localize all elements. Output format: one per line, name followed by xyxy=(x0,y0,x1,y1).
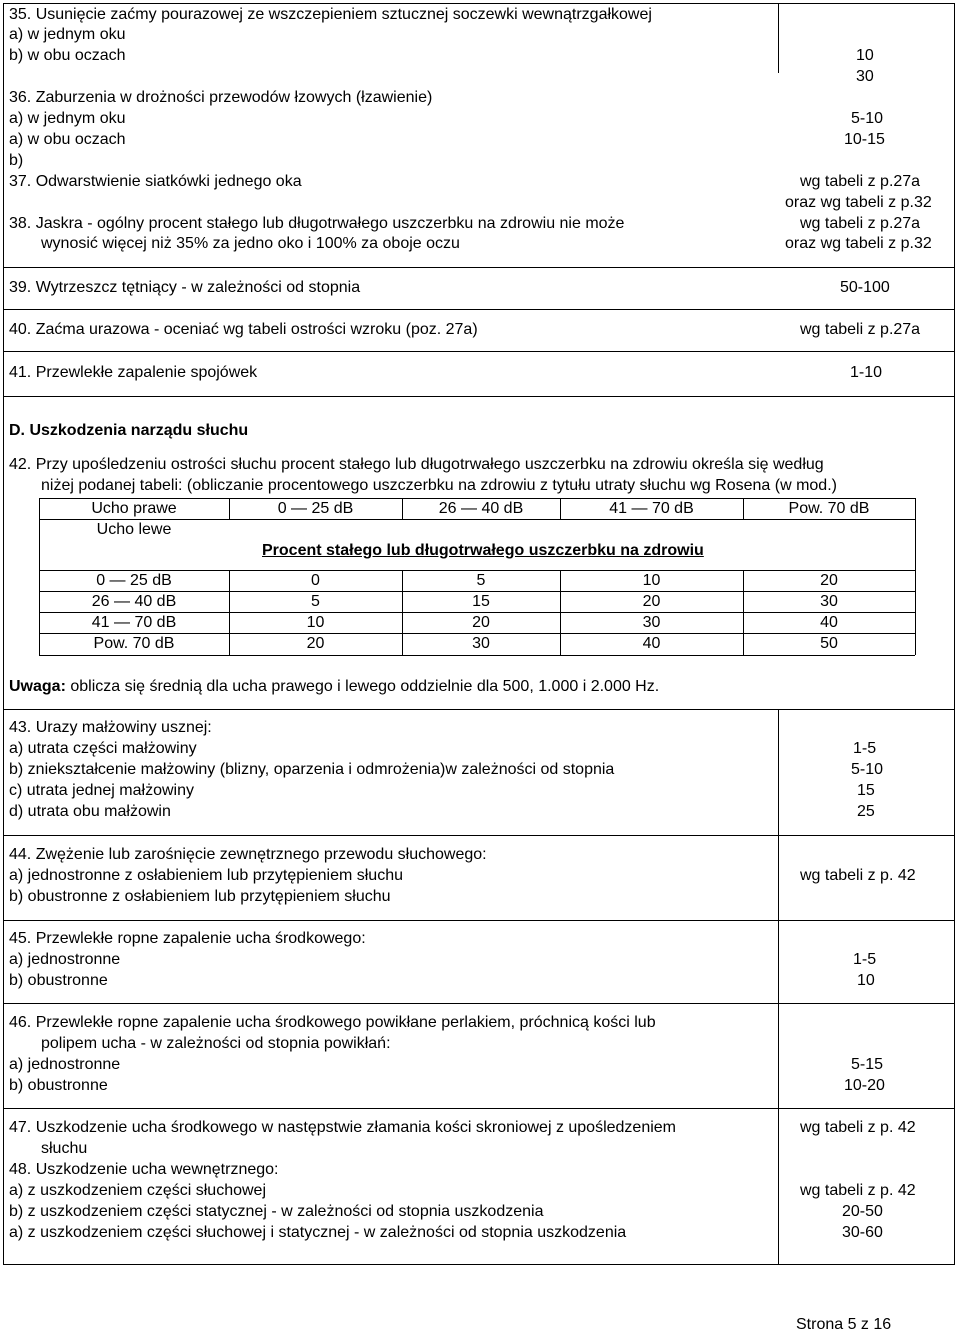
top-column-divider xyxy=(778,3,779,73)
divider-40 xyxy=(3,351,955,352)
value-45-a: 1-5 xyxy=(853,951,877,968)
item-39: 39. Wytrzeszcz tętniący - w zależności od stopnia xyxy=(9,279,361,296)
divider-39 xyxy=(3,309,955,310)
value-43-d: 25 xyxy=(857,803,875,820)
value-39: 50-100 xyxy=(840,279,890,296)
row-label: 26 — 40 dB xyxy=(91,593,177,610)
section-d-heading: D. Uszkodzenia narządu słuchu xyxy=(9,422,249,439)
table-cell: 10 xyxy=(642,572,661,589)
value-48-a: wg tabeli z p. 42 xyxy=(800,1182,916,1199)
item-46-line1: 46. Przewlekłe ropne zapalenie ucha środkowego powikłane perlakiem, próchnicą kości lub xyxy=(9,1014,656,1031)
table-cell: 20 xyxy=(820,572,838,589)
table-cell: 5 xyxy=(311,593,320,610)
right-ear-label: Ucho prawe xyxy=(91,500,177,517)
item-36-a: a) w jednym oku xyxy=(9,110,126,127)
table-cell: 20 xyxy=(472,614,490,631)
item-44-title: 44. Zwężenie lub zarośnięcie zewnętrznego przewodu słuchowego: xyxy=(9,846,487,863)
table-cell: 20 xyxy=(642,593,661,610)
value-38-line2: oraz wg tabeli z p.32 xyxy=(785,235,932,252)
item-43-c: c) utrata jednej małżowiny xyxy=(9,782,194,799)
value-46-a: 5-15 xyxy=(851,1056,884,1073)
column-header: 41 — 70 dB xyxy=(609,500,694,517)
value-30: 30 xyxy=(856,68,874,85)
divider-45 xyxy=(3,1003,955,1004)
item-48-a: a) z uszkodzeniem części słuchowej xyxy=(9,1182,266,1199)
item-36-b: b) xyxy=(9,152,24,169)
table-cell: 0 xyxy=(311,572,320,589)
item-37: 37. Odwarstwienie siatkówki jednego oka xyxy=(9,173,302,190)
item-45-b: b) obustronne xyxy=(9,972,108,989)
item-43-b: b) zniekształcenie małżowiny (blizny, oparzenia i odmrożenia)w zależności od stopnia xyxy=(9,761,615,778)
row-label: 0 — 25 dB xyxy=(96,572,172,589)
value-43-a: 1-5 xyxy=(853,740,877,757)
value-5-10: 5-10 xyxy=(851,110,884,127)
divider-38 xyxy=(3,267,955,268)
item-38-line2: wynosić więcej niż 35% za jedno oko i 100% za oboje oczu xyxy=(41,235,460,252)
item-42-line1: 42. Przy upośledzeniu ostrości słuchu procent stałego lub długotrwałego uszczerbku na zdrowiu określa się według xyxy=(9,456,824,473)
table-cell: 50 xyxy=(820,635,838,652)
table-cell: 30 xyxy=(642,614,661,631)
item-44-b: b) obustronne z osłabieniem lub przytępieniem słuchu xyxy=(9,888,391,905)
table-cell: 5 xyxy=(476,572,486,589)
item-42-line2: niżej podanej tabeli: (obliczanie procentowego uszczerbku na zdrowiu z tytułu utraty słuchu wg Rosena (w mod.) xyxy=(41,477,837,494)
divider-41 xyxy=(3,396,955,397)
item-47-line2: słuchu xyxy=(41,1140,88,1157)
item-41: 41. Przewlekłe zapalenie spojówek xyxy=(9,364,258,381)
value-37-line2: oraz wg tabeli z p.32 xyxy=(785,194,932,211)
item-46-a: a) jednostronne xyxy=(9,1056,121,1073)
value-45-b: 10 xyxy=(857,972,875,989)
note-text: oblicza się średnią dla ucha prawego i lewego oddzielnie dla 500, 1.000 i 2.000 Hz. xyxy=(65,678,660,695)
value-37-line1: wg tabeli z p.27a xyxy=(800,173,921,190)
table-cell: 30 xyxy=(820,593,838,610)
note xyxy=(9,677,659,697)
items-column-divider xyxy=(778,709,779,1265)
table-subheading: Procent stałego lub długotrwałego uszczerbku na zdrowiu xyxy=(262,542,704,559)
table-cell: 40 xyxy=(642,635,661,652)
value-38-line1: wg tabeli z p.27a xyxy=(800,215,921,232)
item-47-line1: 47. Uszkodzenie ucha środkowego w następstwie złamania kości skroniowej z upośledzeniem xyxy=(9,1119,677,1136)
column-header: 0 — 25 dB xyxy=(277,500,354,517)
left-ear-label: Ucho lewe xyxy=(96,521,172,538)
value-40: wg tabeli z p.27a xyxy=(800,321,921,338)
page-number: Strona 5 z 16 xyxy=(796,1316,892,1333)
value-44: wg tabeli z p. 42 xyxy=(800,867,916,884)
divider-44 xyxy=(3,920,955,921)
table-cell: 10 xyxy=(306,614,325,631)
value-43-b: 5-10 xyxy=(851,761,884,778)
table-cell: 40 xyxy=(820,614,838,631)
item-45-title: 45. Przewlekłe ropne zapalenie ucha środkowego: xyxy=(9,930,366,947)
item-35-b: b) w obu oczach xyxy=(9,47,126,64)
divider-note xyxy=(3,709,955,710)
item-43-a: a) utrata części małżowiny xyxy=(9,740,197,757)
table-cell: 15 xyxy=(472,593,490,610)
item-43-d: d) utrata obu małżowin xyxy=(9,803,171,820)
item-48-c: a) z uszkodzeniem części słuchowej i statycznej - w zależności od stopnia uszkodzenia xyxy=(9,1224,627,1241)
item-35-a: a) w jednym oku xyxy=(9,26,126,43)
column-header: Pow. 70 dB xyxy=(788,500,870,517)
item-38-line1: 38. Jaskra - ogólny procent stałego lub długotrwałego uszczerbku na zdrowiu nie może xyxy=(9,215,625,232)
value-47: wg tabeli z p. 42 xyxy=(800,1119,916,1136)
item-36-a2: a) w obu oczach xyxy=(9,131,126,148)
item-43-title: 43. Urazy małżowiny usznej: xyxy=(9,719,212,736)
value-10: 10 xyxy=(856,47,874,64)
item-45-a: a) jednostronne xyxy=(9,951,121,968)
value-10-15: 10-15 xyxy=(844,131,885,148)
table-cell: 20 xyxy=(306,635,325,652)
row-label: Pow. 70 dB xyxy=(93,635,175,652)
item-35-title: 35. Usunięcie zaćmy pourazowej ze wszczepieniem sztucznej soczewki wewnątrzgałkowej xyxy=(9,6,652,23)
note-label: Uwaga: xyxy=(9,678,66,695)
value-43-c: 15 xyxy=(857,782,875,799)
value-48-b: 20-50 xyxy=(842,1203,883,1220)
item-44-a: a) jednostronne z osłabieniem lub przytępieniem słuchu xyxy=(9,867,403,884)
row-label: 41 — 70 dB xyxy=(91,614,177,631)
table-cell: 30 xyxy=(472,635,490,652)
value-41: 1-10 xyxy=(850,364,883,381)
item-46-line2: polipem ucha - w zależności od stopnia powikłań: xyxy=(41,1035,391,1052)
column-header: 26 — 40 dB xyxy=(438,500,524,517)
item-40: 40. Zaćma urazowa - oceniać wg tabeli ostrości wzroku (poz. 27a) xyxy=(9,321,478,338)
divider-43 xyxy=(3,835,955,836)
item-48-b: b) z uszkodzeniem części statycznej - w zależności od stopnia uszkodzenia xyxy=(9,1203,544,1220)
item-46-b: b) obustronne xyxy=(9,1077,108,1094)
item-48-title: 48. Uszkodzenie ucha wewnętrznego: xyxy=(9,1161,279,1178)
value-46-b: 10-20 xyxy=(844,1077,885,1094)
divider-46 xyxy=(3,1108,955,1109)
value-48-c: 30-60 xyxy=(842,1224,883,1241)
item-36-title: 36. Zaburzenia w drożności przewodów łzowych (łzawienie) xyxy=(9,89,433,106)
